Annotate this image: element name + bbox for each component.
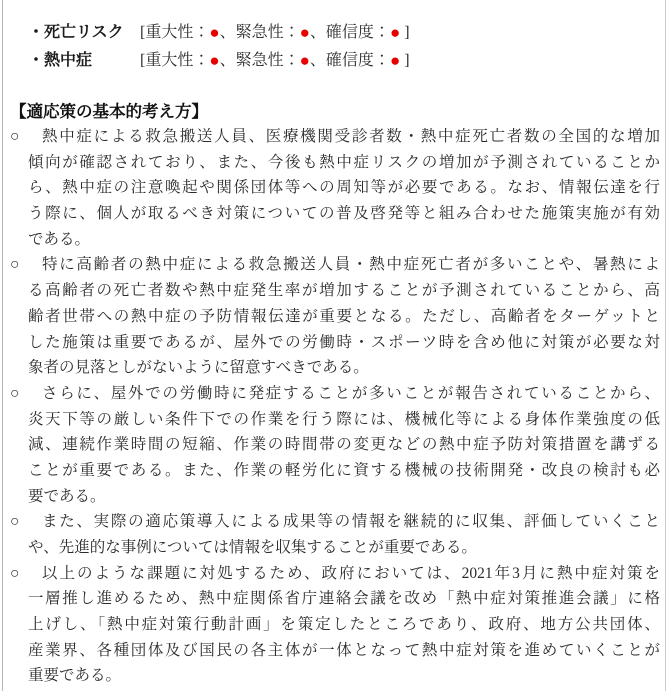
paragraph-marker: ○ (10, 256, 20, 274)
paragraph-2 (0, 252, 660, 380)
risk-rating-heatstroke (140, 52, 410, 69)
risk-list (0, 0, 670, 75)
page-right-border (665, 0, 666, 691)
rating-mid2: 、確信度： (309, 24, 390, 41)
rating-open-bracket: [重大性： (140, 52, 210, 69)
text-line: 減、連続作業時間の短縮、作業の時間帯の変更などの熱中症予防対策措置を講ずる (28, 436, 660, 454)
paragraph-marker: ○ (10, 513, 20, 531)
text-line: ら、熱中症の注意喚起や関係団体等への周知等が必要である。なお、情報伝達を行 (28, 179, 660, 197)
text-line: 炎天下等の厳しい条件下での作業を行う際には、機械化等による身体作業強度の低 (28, 410, 660, 428)
severity-dot-icon: ● (209, 51, 220, 70)
section-heading: 【適応策の基本的考え方】 (10, 103, 208, 121)
paragraph-marker: ○ (10, 128, 20, 145)
body-text (0, 124, 670, 689)
confidence-dot-icon: ● (389, 51, 401, 70)
text-line: 一層推し進めるため、熱中症関係省庁連絡会議を改め「熱中症対策推進会議」に格 (28, 590, 660, 608)
text-line: や、先進的な事例については情報を収集することが重要である。 (28, 539, 477, 556)
text-line: る高齢者の死亡者数や熱中症発生率が増加することが予測されていることから、高 (28, 282, 660, 300)
paragraph-5 (0, 561, 660, 689)
confidence-dot-icon: ● (389, 23, 401, 42)
rating-open-bracket: [重大性： (140, 24, 210, 41)
text-line: である。 (28, 230, 91, 248)
paragraph-marker: ○ (10, 564, 20, 582)
text-line: また、実際の適応策導入による成果等の情報を継続的に収集、評価していくこと (42, 513, 660, 531)
rating-mid1: 、緊急性： (219, 24, 300, 41)
text-line: 特に高齢者の熱中症による救急搬送人員・熱中症死亡者が多いことや、暑熱によ (42, 256, 660, 274)
paragraph-1 (0, 124, 660, 252)
text-line: 上げし、「熱中症対策行動計画」を策定したところであり、政府、地方公共団体、 (28, 616, 660, 634)
risk-rating-death (140, 24, 410, 41)
risk-item-heatstroke (28, 47, 670, 75)
text-line: う際に、個人が取るべき対策についての普及啓発等と組み合わせた施策実施が有効 (28, 205, 660, 223)
text-line: 齢者世帯への熱中症の予防情報伝達が重要となる。ただし、高齢者をターゲットと (28, 307, 660, 325)
text-line: ことが重要である。また、作業の軽労化に資する機械の技術開発・改良の検討も必 (28, 461, 660, 479)
paragraph-4 (0, 509, 660, 560)
text-line: 重要である。 (28, 667, 122, 685)
urgency-dot-icon: ● (299, 23, 310, 42)
rating-mid2: 、確信度： (309, 52, 390, 69)
severity-dot-icon: ● (209, 23, 220, 42)
risk-label-heatstroke: ・熱中症 (28, 52, 93, 69)
text-line: 傾向が確認されており、また、今後も熱中症リスクの増加が予測されていることか (28, 153, 660, 171)
paragraph-3 (0, 381, 660, 509)
risk-item-death (28, 19, 670, 47)
text-line: 象者の見落としがないように留意すべきである。 (28, 359, 369, 377)
text-line: 要である。 (28, 487, 106, 505)
rating-close-bracket: ] (400, 52, 410, 69)
text-line: 熱中症による救急搬送人員、医療機関受診者数・熱中症死亡者数の全国的な増加 (42, 128, 660, 145)
risk-label-death: ・死亡リスク (28, 24, 124, 41)
rating-close-bracket: ] (400, 24, 410, 41)
paragraph-marker: ○ (10, 384, 20, 402)
rating-mid1: 、緊急性： (219, 52, 300, 69)
text-line: 以上のような課題に対処するため、政府においては、2021年3月に熱中症対策を (42, 564, 660, 582)
text-line: さらに、屋外での労働時に発症することが多いことが報告されていることから、 (42, 384, 660, 402)
text-line: した施策は重要であるが、屋外での労働時・スポーツ時を含め他に対策が必要な対 (28, 333, 660, 351)
text-line: 産業界、各種団体及び国民の各主体が一体となって熱中症対策を進めていくことが (28, 641, 660, 659)
urgency-dot-icon: ● (299, 51, 310, 70)
